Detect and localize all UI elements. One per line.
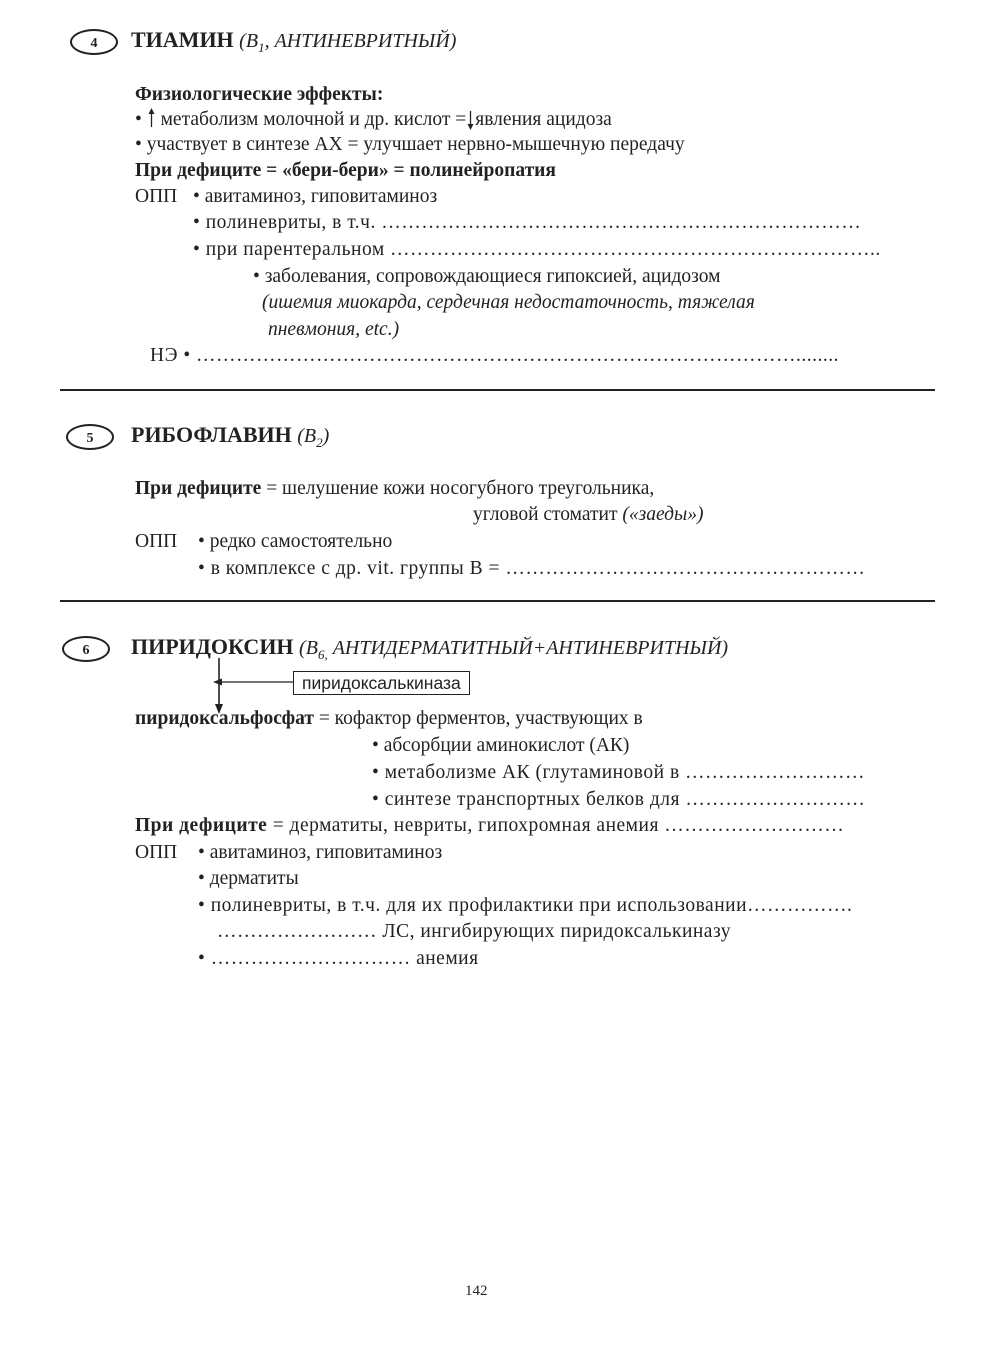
effect-line — [135, 108, 612, 132]
opp-item: • полиневриты, в т.ч. для их профилактики при использовании……………. — [198, 895, 853, 916]
subtitle-part: (B — [239, 30, 259, 52]
subtitle-part: АНТИДЕРМАТИТНЫЙ+АНТИНЕВРИТНЫЙ) — [327, 637, 729, 659]
subtitle-index: 6, — [317, 647, 328, 662]
section-subtitle — [239, 30, 457, 55]
subtitle-index: 2 — [316, 435, 323, 450]
section-number-badge: 6 — [62, 636, 110, 662]
deficit-line: При дефиците = «бери-бери» = полинейропатия — [135, 160, 556, 181]
page-number: 142 — [465, 1283, 488, 1299]
effect-text: явления ацидоза — [475, 109, 612, 130]
subtitle-part: (B — [299, 637, 318, 659]
deficit-label: При дефиците — [135, 478, 262, 499]
section-title-text: ТИАМИН — [131, 27, 234, 52]
opp-label: ОПП — [135, 842, 178, 863]
effect-line: • участвует в синтезе АХ = улучшает нервно-мышечную передачу — [135, 134, 685, 155]
subtitle-part: , АНТИНЕВРИТНЫЙ) — [264, 30, 457, 52]
section-divider — [60, 600, 935, 602]
opp-item: …………………… ЛС, ингибирующих пиридоксалькиназу — [217, 921, 732, 942]
function-item: • абсорбции аминокислот (АК) — [372, 735, 630, 756]
arrow-up-icon — [147, 108, 156, 128]
subtitle-part: ) — [322, 425, 330, 447]
deficit-note: («заеды») — [622, 504, 704, 525]
opp-item: • авитаминоз, гиповитаминоз — [193, 186, 438, 207]
cofactor-text: = кофактор ферментов, участвующих в — [318, 708, 643, 729]
opp-item: • в комплексе с др. vit. группы В = ……………………………………………… — [198, 558, 866, 579]
section-title — [131, 422, 329, 456]
deficit-line — [135, 477, 654, 501]
deficit-line — [473, 503, 703, 527]
opp-item: • полиневриты, в т.ч. ……………………………………………………………… — [193, 212, 862, 233]
cofactor-line — [135, 707, 643, 731]
effect-text: метаболизм молочной и др. кислот = — [160, 109, 467, 130]
opp-item-note: пневмония, etc.) — [268, 319, 400, 340]
ne-line: НЭ • ………………………………………………………………………………........ — [150, 345, 840, 366]
function-item: • метаболизме АК (глутаминовой в ……………………… — [372, 762, 866, 783]
subtitle-index: 1 — [258, 40, 265, 55]
deficit-text: угловой стоматит — [473, 504, 618, 525]
opp-label: ОПП — [135, 531, 178, 552]
opp-item: • дерматиты — [198, 868, 299, 889]
section-number-badge: 5 — [66, 424, 114, 450]
bullet: • — [135, 109, 142, 130]
section-title-text: РИБОФЛАВИН — [131, 422, 292, 447]
deficit-label: При дефиците — [135, 815, 268, 836]
deficit-text: = дерматиты, невриты, гипохромная анемия ……………………… — [272, 815, 845, 836]
cofactor-label: пиридоксальфосфат — [135, 708, 314, 729]
section-number-badge: 4 — [70, 29, 118, 55]
section-subtitle — [297, 425, 330, 450]
opp-item: • при парентеральном ……………………………………………………………….. — [193, 239, 881, 260]
section-title-text: ПИРИДОКСИН — [131, 634, 294, 659]
opp-item: • редко самостоятельно — [198, 531, 393, 552]
opp-item: • заболевания, сопровождающиеся гипоксией, ацидозом — [253, 266, 721, 287]
arrow-down-icon — [466, 110, 475, 130]
effects-heading: Физиологические эффекты: — [135, 84, 384, 105]
opp-item: • ………………………… анемия — [198, 948, 479, 969]
opp-label: ОПП — [135, 186, 178, 207]
opp-item: • авитаминоз, гиповитаминоз — [198, 842, 443, 863]
deficit-text: = шелушение кожи носогубного треугольника, — [266, 478, 655, 499]
section-subtitle — [299, 637, 729, 662]
opp-item-note: (ишемия миокарда, сердечная недостаточность, тяжелая — [262, 292, 755, 313]
deficit-line — [135, 814, 844, 838]
section-title — [131, 27, 456, 61]
enzyme-box: пиридоксалькиназа — [293, 671, 470, 695]
function-item: • синтезе транспортных белков для ……………………… — [372, 789, 866, 810]
subtitle-part: (B — [297, 425, 317, 447]
section-divider — [60, 389, 935, 391]
